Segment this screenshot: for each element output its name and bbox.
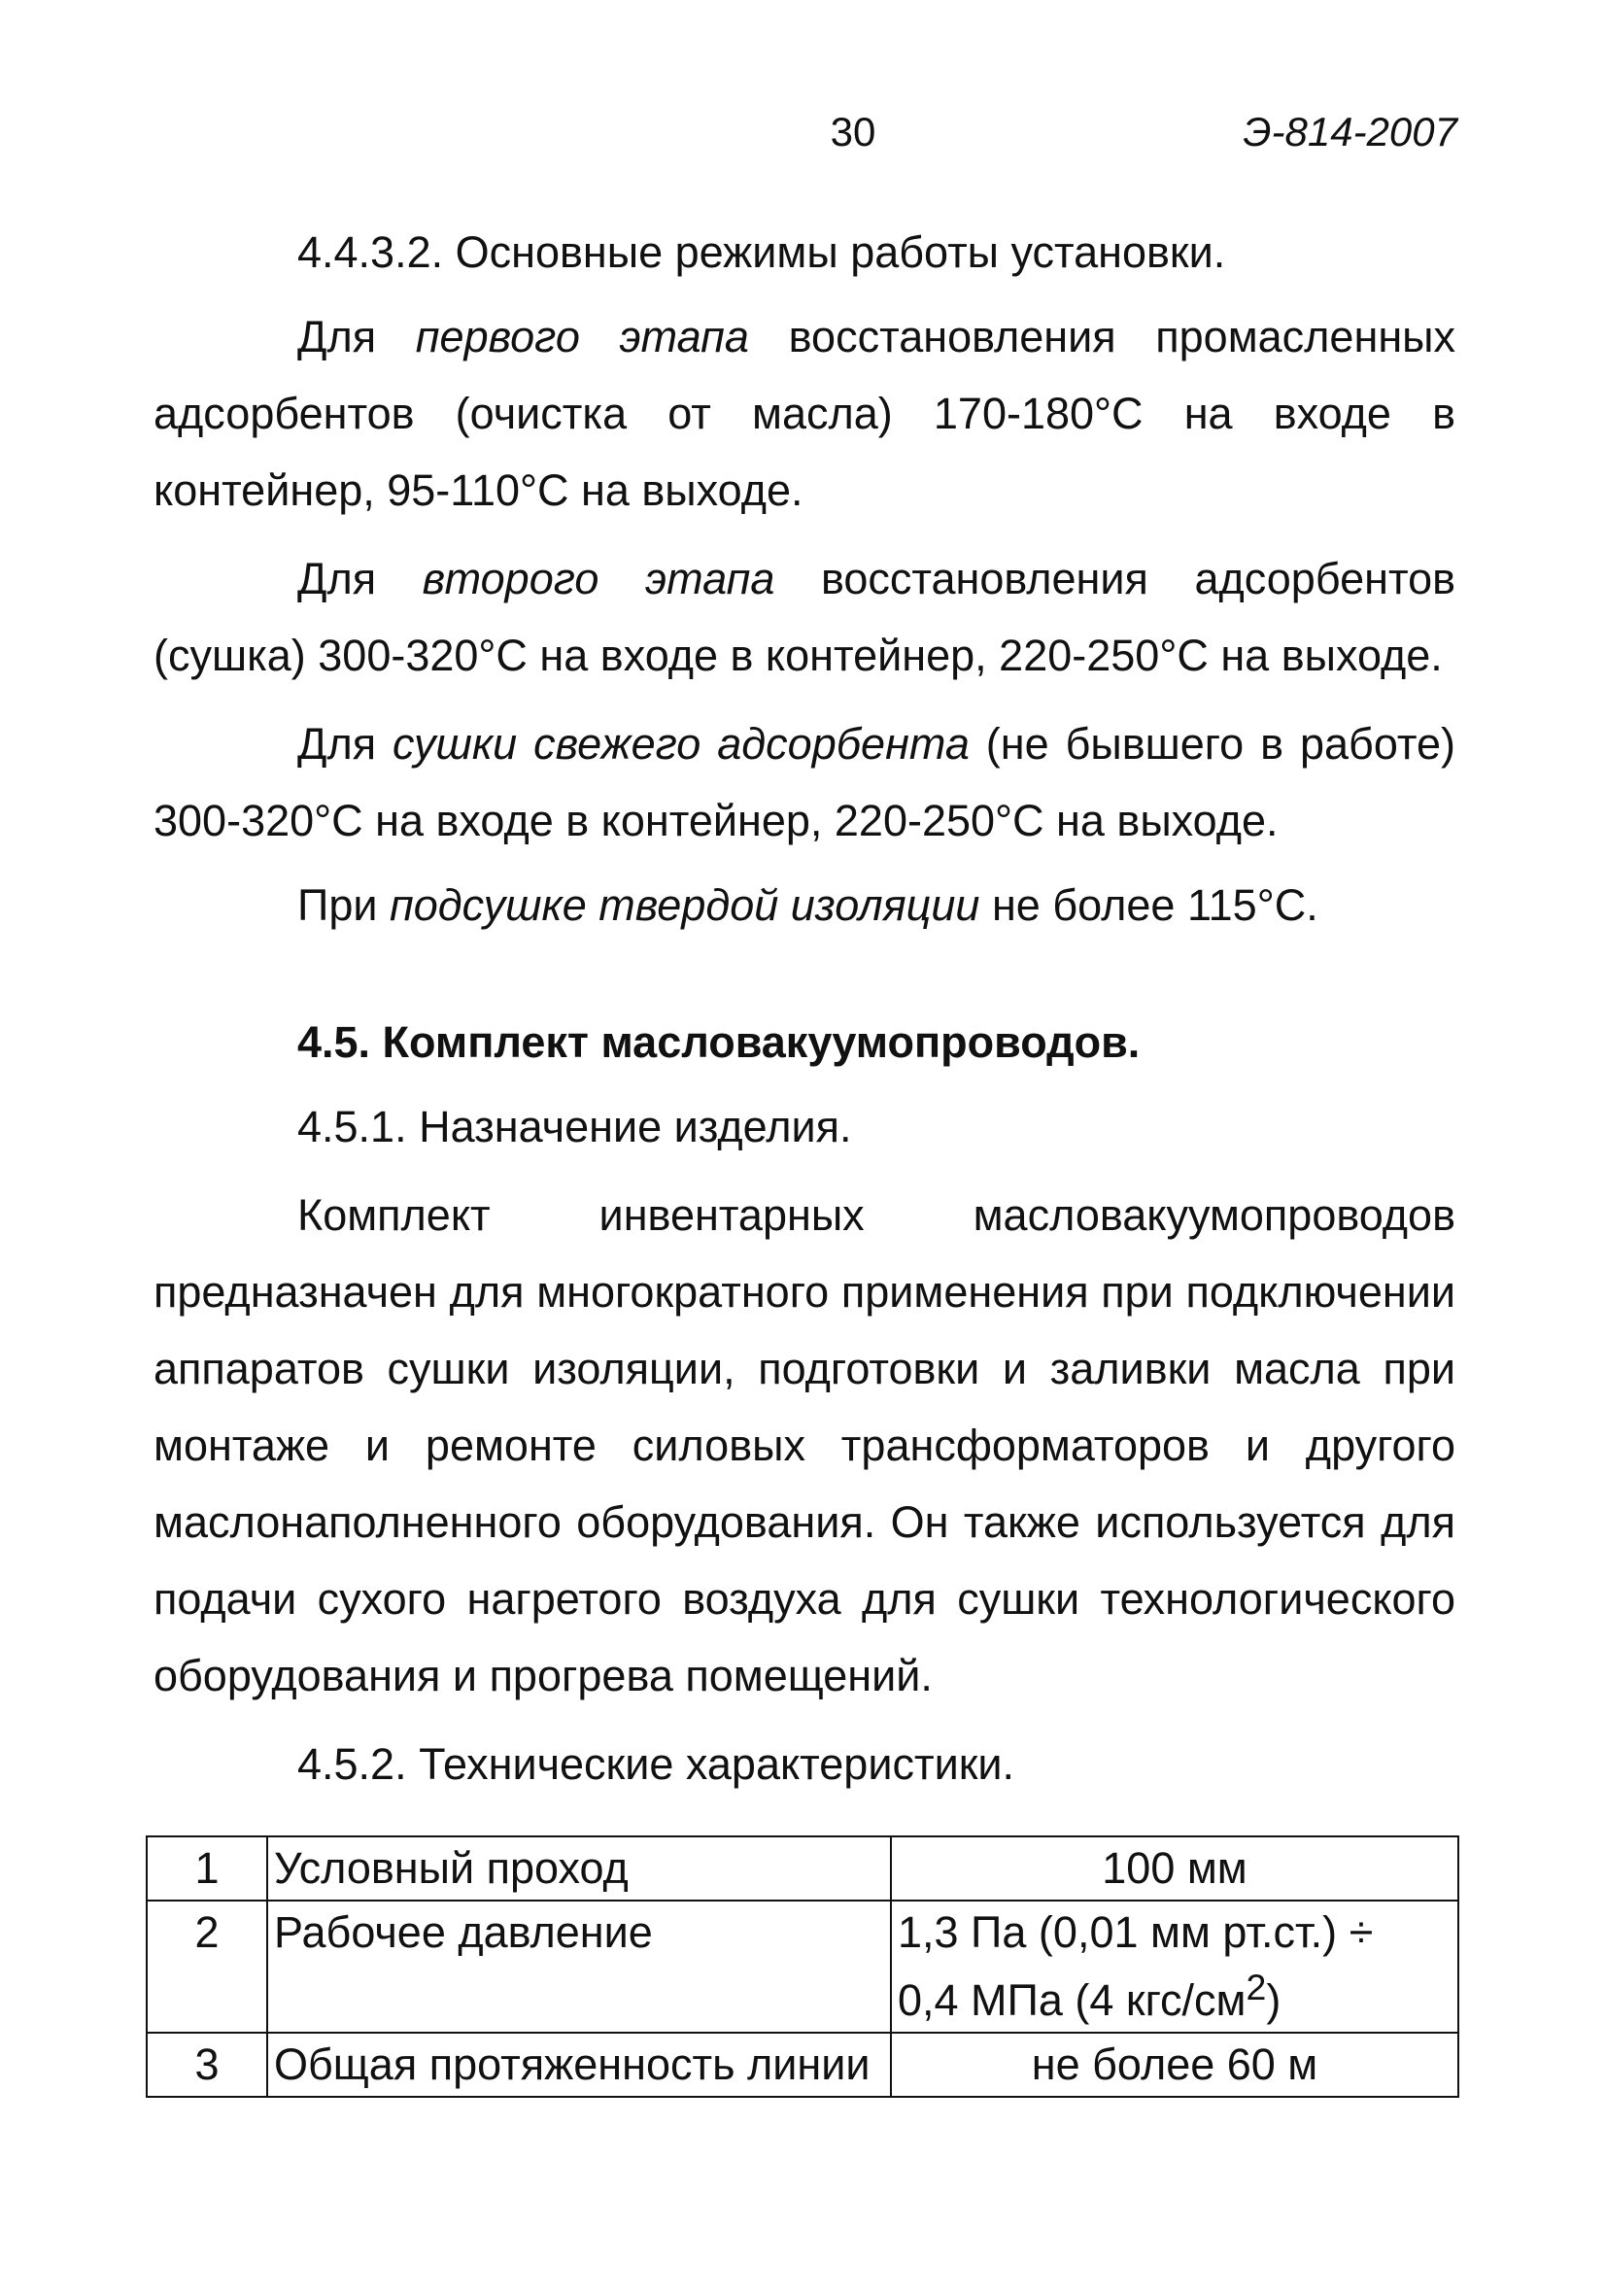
paragraph-text: восстановления промасленных адсорбентов (очистка от масла) 170-180°С на входе в контейнер, 95-110°С на выходе.	[154, 312, 1456, 515]
page-content	[154, 214, 1455, 2098]
parameter-name: Рабочее давление	[267, 1901, 891, 2033]
paragraph-text: не более 115°С.	[979, 880, 1318, 930]
paragraph-text: восстановления адсорбентов (сушка) 300-320°С на входе в контейнер, 220-250°С на выходе.	[154, 554, 1455, 680]
parameter-value: не более 60 м	[891, 2033, 1458, 2097]
row-number: 1	[147, 1836, 267, 1901]
parameter-name: Условный проход	[267, 1836, 891, 1901]
table-row	[147, 1836, 1458, 1901]
paragraph-text: Для	[297, 312, 416, 361]
emphasis-text: сушки свежего адсорбента	[393, 719, 970, 769]
emphasis-text: второго этапа	[422, 554, 775, 603]
section-title-45: 4.5. Комплект масловакуумопроводов.	[297, 1017, 1141, 1067]
parameter-value	[891, 1901, 1458, 2033]
paragraph-stage-one	[154, 298, 1455, 529]
paragraph-text: При	[297, 880, 391, 930]
subsection-title-4432: 4.4.3.2. Основные режимы работы установки.	[297, 227, 1226, 277]
value-line-2: 0,4 МПа (4 кгс/см	[898, 1975, 1247, 2025]
paragraph-stage-two	[154, 540, 1455, 694]
parameter-value: 100 мм	[891, 1836, 1458, 1901]
page-number: 30	[830, 109, 876, 154]
paragraph-text: Для	[297, 554, 423, 603]
table-row	[147, 1901, 1458, 2033]
page-header	[146, 109, 1457, 167]
emphasis-text: подсушке твердой изоляции	[390, 880, 980, 930]
subsection-title-452: 4.5.2. Технические характеристики.	[297, 1739, 1015, 1789]
specifications-table	[146, 1835, 1459, 2098]
paragraph-purpose: Комплект инвентарных масловакуумопроводов предназначен для многократного применения при подключении аппаратов сушки изоляции, подготовки и заливки масла при монтаже и ремонте силовых трансформаторов и другого маслонаполненного оборудования. Он также используется для подачи сухого нагретого воздуха для сушки технологического оборудования и прогрева помещений.	[154, 1190, 1455, 1700]
row-number: 2	[147, 1901, 267, 2033]
parameter-name: Общая протяженность линии	[267, 2033, 891, 2097]
value-line-1: 1,3 Па (0,01 мм рт.ст.) ÷	[898, 1907, 1374, 1957]
paragraph-fresh-adsorbent	[154, 705, 1455, 859]
subsection-title-451: 4.5.1. Назначение изделия.	[297, 1102, 852, 1151]
table-row	[147, 2033, 1458, 2097]
emphasis-text: первого этапа	[415, 312, 749, 361]
paragraph-text: (не бывшего в работе) 300-320°С на входе в контейнер, 220-250°С на выходе.	[154, 719, 1455, 845]
row-number: 3	[147, 2033, 267, 2097]
document-code: Э-814-2007	[1243, 109, 1457, 154]
superscript: 2	[1246, 1967, 1267, 2007]
paragraph-insulation-drying	[154, 867, 1455, 943]
value-line-2-end: )	[1266, 1975, 1281, 2025]
paragraph-text: Для	[297, 719, 393, 769]
